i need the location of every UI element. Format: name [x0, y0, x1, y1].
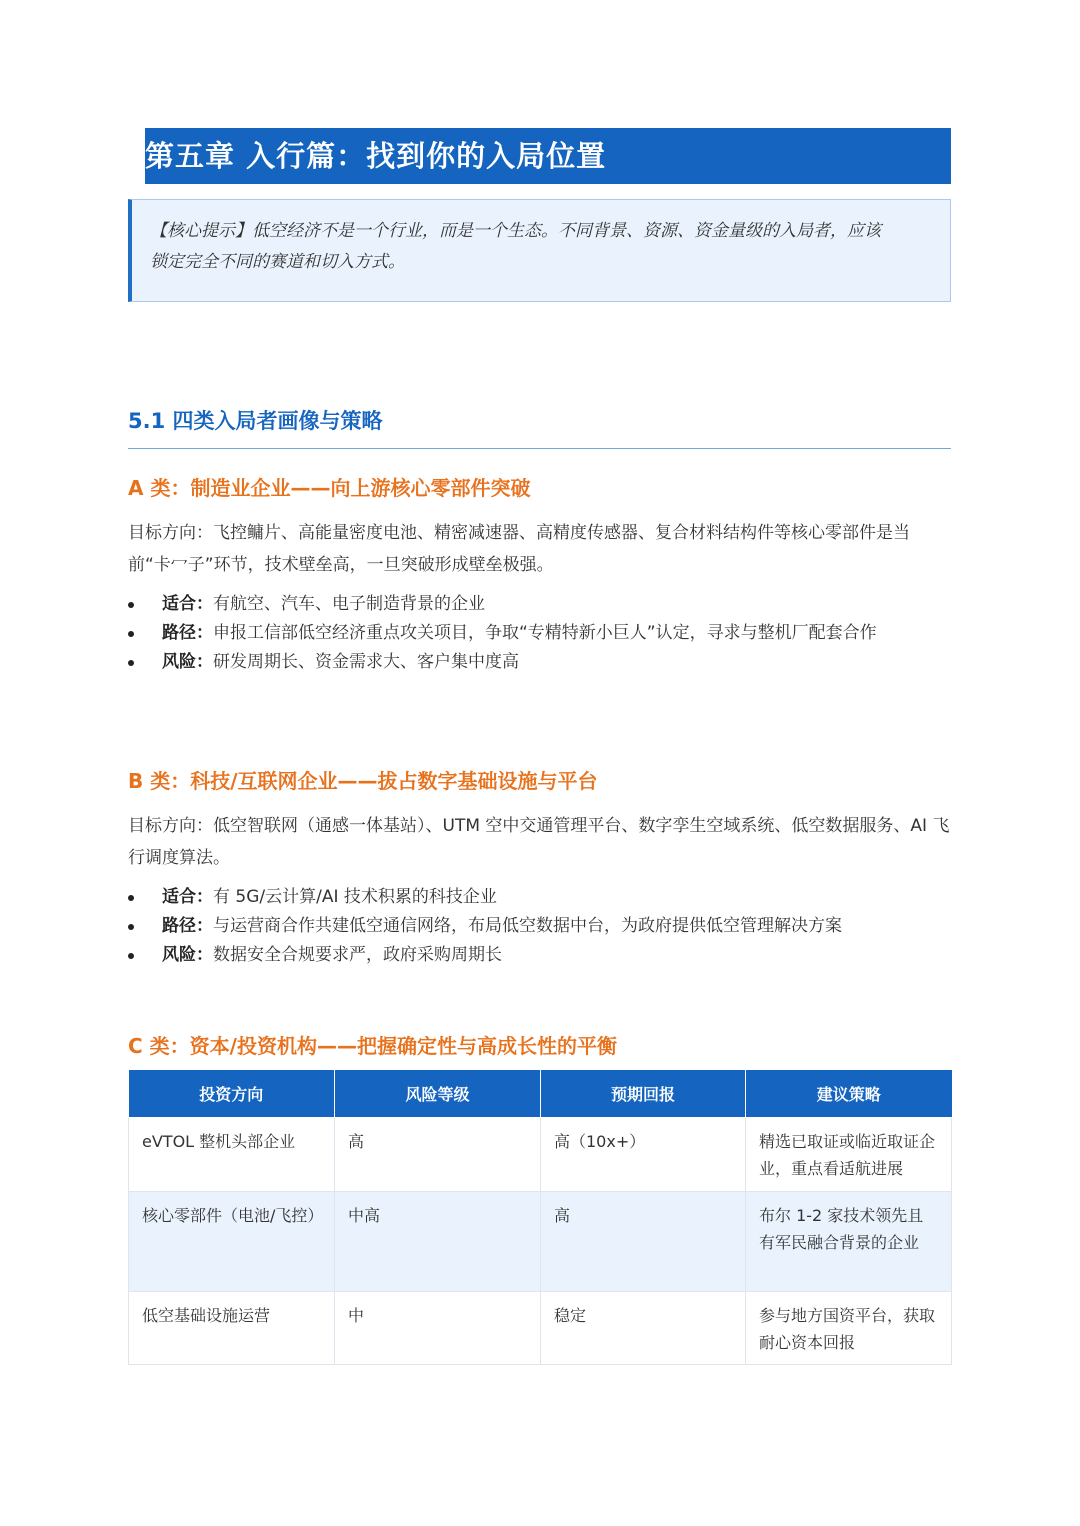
chapter-title: 第五章 入行篇：找到你的入局位置 [145, 128, 951, 184]
bullet-dot [128, 895, 134, 901]
column-header: 建议策略 [746, 1070, 952, 1117]
core-tip-box [128, 199, 951, 302]
bullet-key: 风险： [162, 652, 213, 672]
table-row [129, 1191, 952, 1291]
list-item [128, 941, 951, 970]
bullet-key: 适合： [162, 887, 213, 907]
investment-strategy-table [128, 1070, 952, 1365]
bullet-text: 有航空、汽车、电子制造背景的企业 [213, 594, 485, 614]
category-c-title: C 类：资本/投资机构——把握确定性与高成长性的平衡 [128, 1034, 617, 1058]
bullet-text: 数据安全合规要求严，政府采购周期长 [213, 945, 502, 965]
list-item [128, 912, 951, 941]
section-title: 5.1 四类入局者画像与策略 [128, 409, 383, 433]
table-cell: 稳定 [541, 1291, 746, 1364]
list-item [128, 648, 951, 677]
category-a-bullets [128, 590, 951, 677]
bullet-text: 申报工信部低空经济重点攻关项目，争取“专精特新小巨人”认定，寻求与整机厂配套合作 [213, 623, 877, 643]
bullet-text: 研发周期长、资金需求大、客户集中度高 [213, 652, 519, 672]
table-row [129, 1291, 952, 1364]
table-header-row [129, 1070, 952, 1117]
bullet-dot [128, 924, 134, 930]
core-tip-line-2: 锁定完全不同的赛道和切入方式。 [150, 252, 405, 272]
table-cell: 高（10x+） [541, 1117, 746, 1191]
bullet-text: 与运营商合作共建低空通信网络，布局低空数据中台，为政府提供低空管理解决方案 [213, 916, 842, 936]
table-row [129, 1117, 952, 1191]
table-cell: 低空基础设施运营 [129, 1291, 335, 1364]
bullet-text: 有 5G/云计算/AI 技术积累的科技企业 [213, 887, 497, 907]
category-b-target: 目标方向：低空智联网（通感一体基站）、UTM 空中交通管理平台、数字孪生空域系统、低空数据服务、AI 飞行调度算法。 [128, 816, 950, 868]
table-cell: eVTOL 整机头部企业 [129, 1117, 335, 1191]
bullet-key: 适合： [162, 594, 213, 614]
category-b-bullets [128, 883, 951, 970]
column-header: 预期回报 [541, 1070, 746, 1117]
table-cell: 中 [335, 1291, 541, 1364]
table-cell: 高 [335, 1117, 541, 1191]
bullet-dot [128, 602, 134, 608]
column-header: 投资方向 [129, 1070, 335, 1117]
bullet-key: 路径： [162, 623, 213, 643]
section-divider [128, 448, 951, 449]
list-item [128, 883, 951, 912]
category-a-title: A 类：制造业企业——向上游核心零部件突破 [128, 476, 531, 500]
list-item [128, 619, 951, 648]
bullet-key: 风险： [162, 945, 213, 965]
bullet-key: 路径： [162, 916, 213, 936]
core-tip-line-1: 【核心提示】低空经济不是一个行业，而是一个生态。不同背景、资源、资金量级的入局者，应该 [150, 221, 881, 241]
table-cell: 布尔 1-2 家技术领先且有军民融合背景的企业 [746, 1191, 952, 1291]
table-cell: 高 [541, 1191, 746, 1291]
category-b-title: B 类：科技/互联网企业——拔占数字基础设施与平台 [128, 769, 598, 793]
bullet-dot [128, 660, 134, 666]
table-cell: 参与地方国资平台，获取耐心资本回报 [746, 1291, 952, 1364]
table-cell: 精选已取证或临近取证企业，重点看适航进展 [746, 1117, 952, 1191]
table-cell: 核心零部件（电池/飞控） [129, 1191, 335, 1291]
column-header: 风险等级 [335, 1070, 541, 1117]
bullet-dot [128, 631, 134, 637]
category-a-target: 目标方向：飞控鳙片、高能量密度电池、精密减速器、高精度传感器、复合材料结构件等核心零部件是当前“卡冖子”环节，技术壁垒高，一旦突破形成壁垒极强。 [128, 523, 910, 575]
bullet-dot [128, 953, 134, 959]
list-item [128, 590, 951, 619]
table-cell: 中高 [335, 1191, 541, 1291]
